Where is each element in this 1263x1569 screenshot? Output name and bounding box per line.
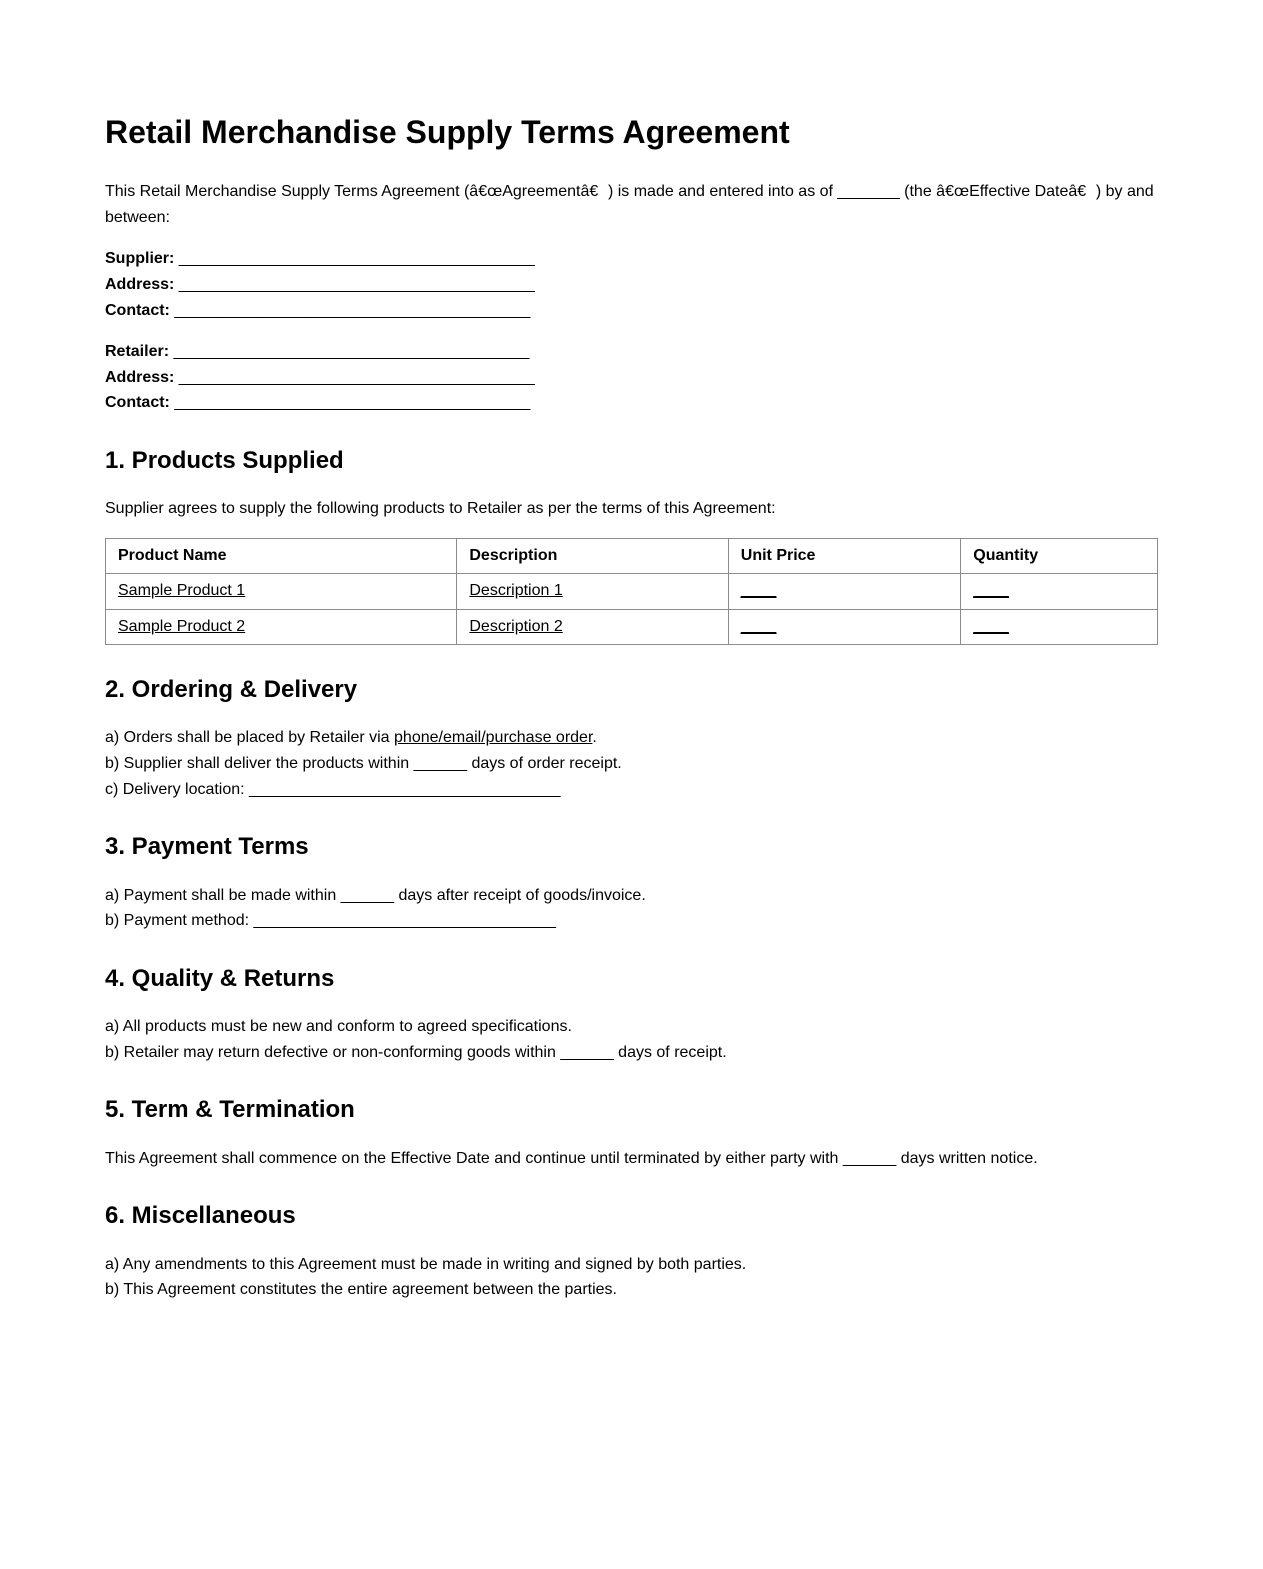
retailer-blank: ________________________________________ — [169, 343, 530, 361]
retailer-contact-label: Contact: — [105, 394, 170, 412]
ordering-terms — [105, 725, 1158, 802]
ordering-item-b: b) Supplier shall deliver the products within ______ days of order receipt. — [105, 755, 622, 773]
description-value: Description 2 — [469, 617, 563, 635]
ordering-item-a — [105, 729, 597, 746]
payment-item-a: a) Payment shall be made within ______ days after receipt of goods/invoice. — [105, 886, 646, 904]
header-description: Description — [457, 538, 728, 573]
unit-price-blank: ____ — [740, 617, 777, 635]
term-body: This Agreement shall commence on the Effective Date and continue until terminated by either party with ______ days written notice. — [105, 1149, 1038, 1167]
cell-product-name — [106, 574, 457, 609]
quality-terms — [105, 1014, 1158, 1065]
quantity-blank: ____ — [973, 617, 1009, 635]
cell-product-name — [106, 609, 457, 644]
header-product-name: Product Name — [106, 538, 457, 573]
table-row — [106, 574, 1158, 609]
supplier-address-blank: ________________________________________ — [174, 275, 535, 293]
quality-item-b: b) Retailer may return defective or non-conforming goods within ______ days of receipt. — [105, 1043, 727, 1061]
products-table — [105, 538, 1158, 645]
unit-price-blank: ____ — [740, 582, 777, 600]
supplier-blank: ________________________________________ — [174, 250, 535, 268]
page-title: Retail Merchandise Supply Terms Agreement — [105, 114, 790, 150]
supplier-label: Supplier: — [105, 250, 175, 268]
table-header-row — [106, 538, 1158, 573]
quality-item-a: a) All products must be new and conform to agreed specifications. — [105, 1018, 572, 1036]
product-name-value: Sample Product 2 — [118, 617, 246, 635]
section-2-heading: 2. Ordering & Delivery — [105, 676, 358, 704]
section-1-intro: Supplier agrees to supply the following products to Retailer as per the terms of this Agreement: — [105, 500, 776, 518]
misc-item-a: a) Any amendments to this Agreement must be made in writing and signed by both parties. — [105, 1255, 747, 1273]
section-3-heading: 3. Payment Terms — [105, 833, 309, 861]
payment-item-b: b) Payment method: __________________________________ — [105, 912, 557, 930]
payment-terms — [105, 883, 1158, 934]
retailer-block — [105, 339, 1158, 416]
section-6-heading: 6. Miscellaneous — [105, 1202, 296, 1230]
quantity-blank: ____ — [973, 582, 1009, 600]
table-row — [106, 609, 1158, 644]
ordering-methods-underlined: phone/email/purchase order — [394, 729, 593, 747]
misc-terms — [105, 1252, 1158, 1303]
agreement-document — [105, 0, 1158, 1569]
supplier-contact-blank: ________________________________________ — [169, 301, 531, 319]
header-quantity: Quantity — [961, 538, 1158, 573]
cell-unit-price — [728, 609, 960, 644]
ordering-item-a-suffix: . — [592, 729, 597, 747]
retailer-address-label: Address: — [105, 368, 175, 386]
cell-unit-price — [728, 574, 960, 609]
misc-item-b: b) This Agreement constitutes the entire agreement between the parties. — [105, 1281, 617, 1299]
cell-quantity — [961, 574, 1158, 609]
retailer-label: Retailer: — [105, 343, 170, 361]
description-value: Description 1 — [469, 582, 563, 600]
supplier-contact-label: Contact: — [105, 301, 170, 319]
cell-description — [457, 609, 728, 644]
cell-quantity — [961, 609, 1158, 644]
supplier-address-label: Address: — [105, 275, 175, 293]
cell-description — [457, 574, 728, 609]
retailer-address-blank: ________________________________________ — [174, 368, 535, 386]
section-1-heading: 1. Products Supplied — [105, 446, 344, 474]
section-5-heading: 5. Term & Termination — [105, 1096, 355, 1124]
intro-paragraph: This Retail Merchandise Supply Terms Agreement (â€œAgreementâ€) is made and entered into as of _______ (the â€œEffective Dateâ€) by and between: — [105, 183, 1154, 226]
retailer-contact-blank: ________________________________________ — [169, 394, 531, 412]
ordering-item-a-prefix: a) Orders shall be placed by Retailer via — [105, 729, 395, 747]
section-4-heading: 4. Quality & Returns — [105, 964, 335, 992]
supplier-block — [105, 246, 1158, 323]
ordering-item-c: c) Delivery location: ___________________________________ — [105, 780, 561, 798]
product-name-value: Sample Product 1 — [118, 582, 246, 600]
header-unit-price: Unit Price — [728, 538, 960, 573]
